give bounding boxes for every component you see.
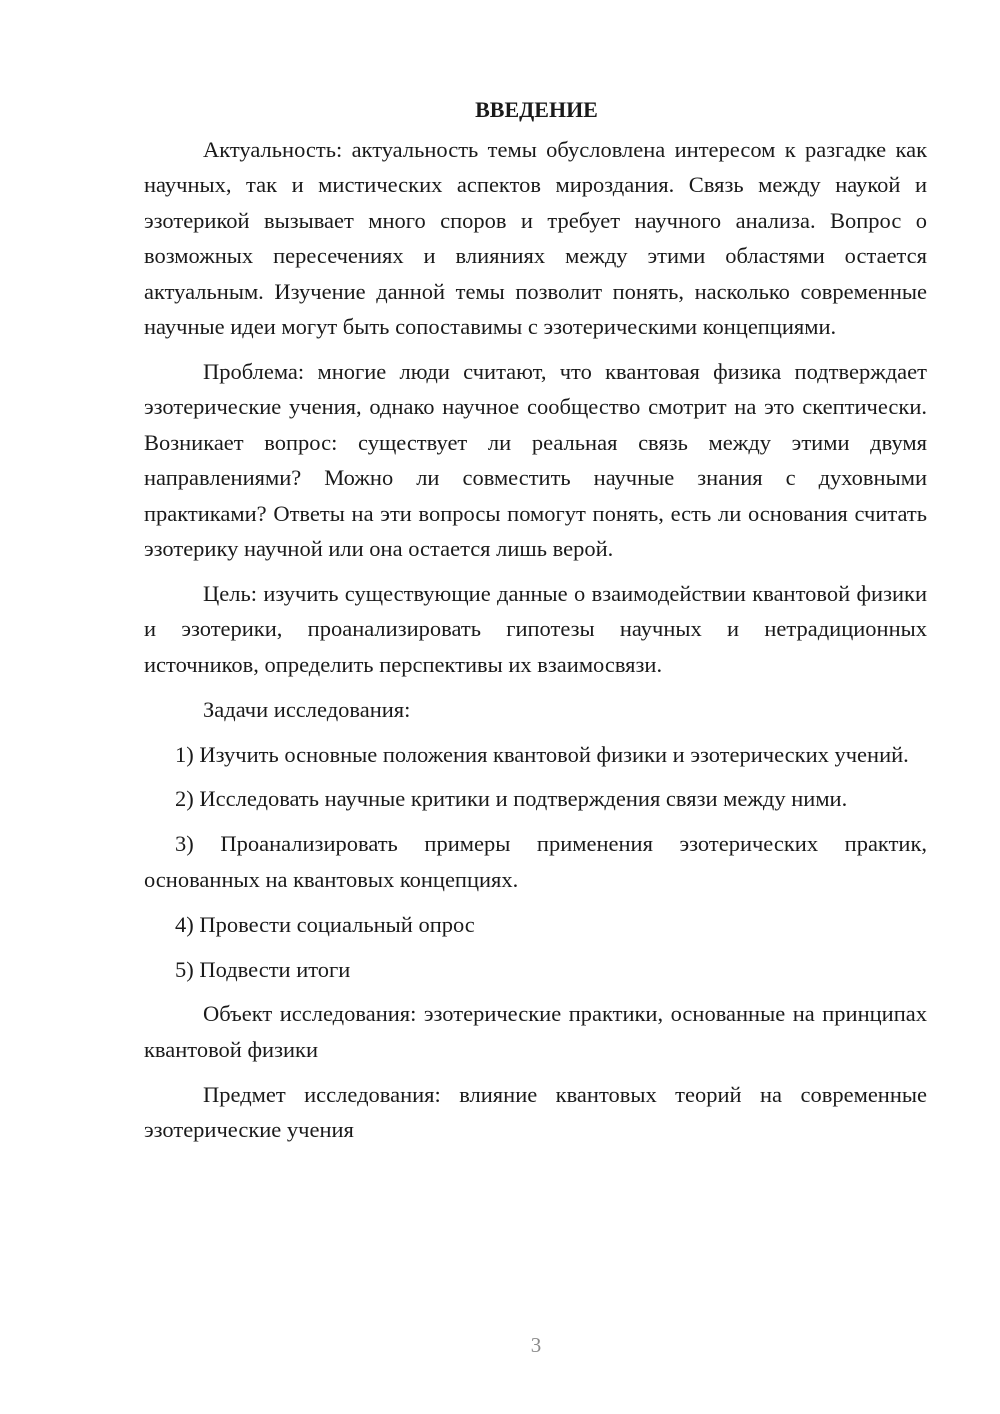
relevance-paragraph: Актуальность: актуальность темы обусловлена интересом к разгадке как научных, так и мистических аспектов мироздания. Связь между наукой и эзотерикой вызывает много споров и требует научного анализа. Вопрос о возможных пересечениях и влияниях между этими областями остается актуальным. Изучение данной темы позволит понять, насколько современные научные идеи могут быть сопоставимы с эзотерическими концепциями. (144, 137, 927, 340)
goal-paragraph: Цель: изучить существующие данные о взаимодействии квантовой физики и эзотерики, проанализировать гипотезы научных и нетрадиционных источников, определить перспективы их взаимосвязи. (144, 580, 927, 677)
tasks-title: Задачи исследования: (203, 696, 411, 722)
page-number: 3 (530, 1333, 542, 1357)
task-item-1: 1) Изучить основные положения квантовой физики и эзотерических учений. (175, 741, 909, 767)
subject-paragraph: Предмет исследования: влияние квантовых теорий на современные эзотерические учения (144, 1081, 927, 1143)
task-item-4: 4) Провести социальный опрос (175, 911, 475, 937)
object-paragraph: Объект исследования: эзотерические практики, основанные на принципах квантовой физики (144, 1001, 927, 1062)
task-item-3: 3) Проанализировать примеры применения эзотерических практик, основанных на квантовых концепциях. (144, 831, 927, 892)
task-item-2: 2) Исследовать научные критики и подтверждения связи между ними. (175, 786, 848, 812)
task-item-5: 5) Подвести итоги (175, 956, 351, 982)
section-heading: ВВЕДЕНИЕ (475, 97, 598, 122)
page-content (144, 92, 927, 1157)
problem-paragraph: Проблема: многие люди считают, что квантовая физика подтверждает эзотерические учения, однако научное сообщество смотрит на это скептически. Возникает вопрос: существует ли реальная связь между этими двумя направлениями? Можно ли совместить научные знания с духовными практиками? Ответы на эти вопросы помогут понять, есть ли основания считать эзотерику научной или она остается лишь верой. (144, 358, 927, 561)
